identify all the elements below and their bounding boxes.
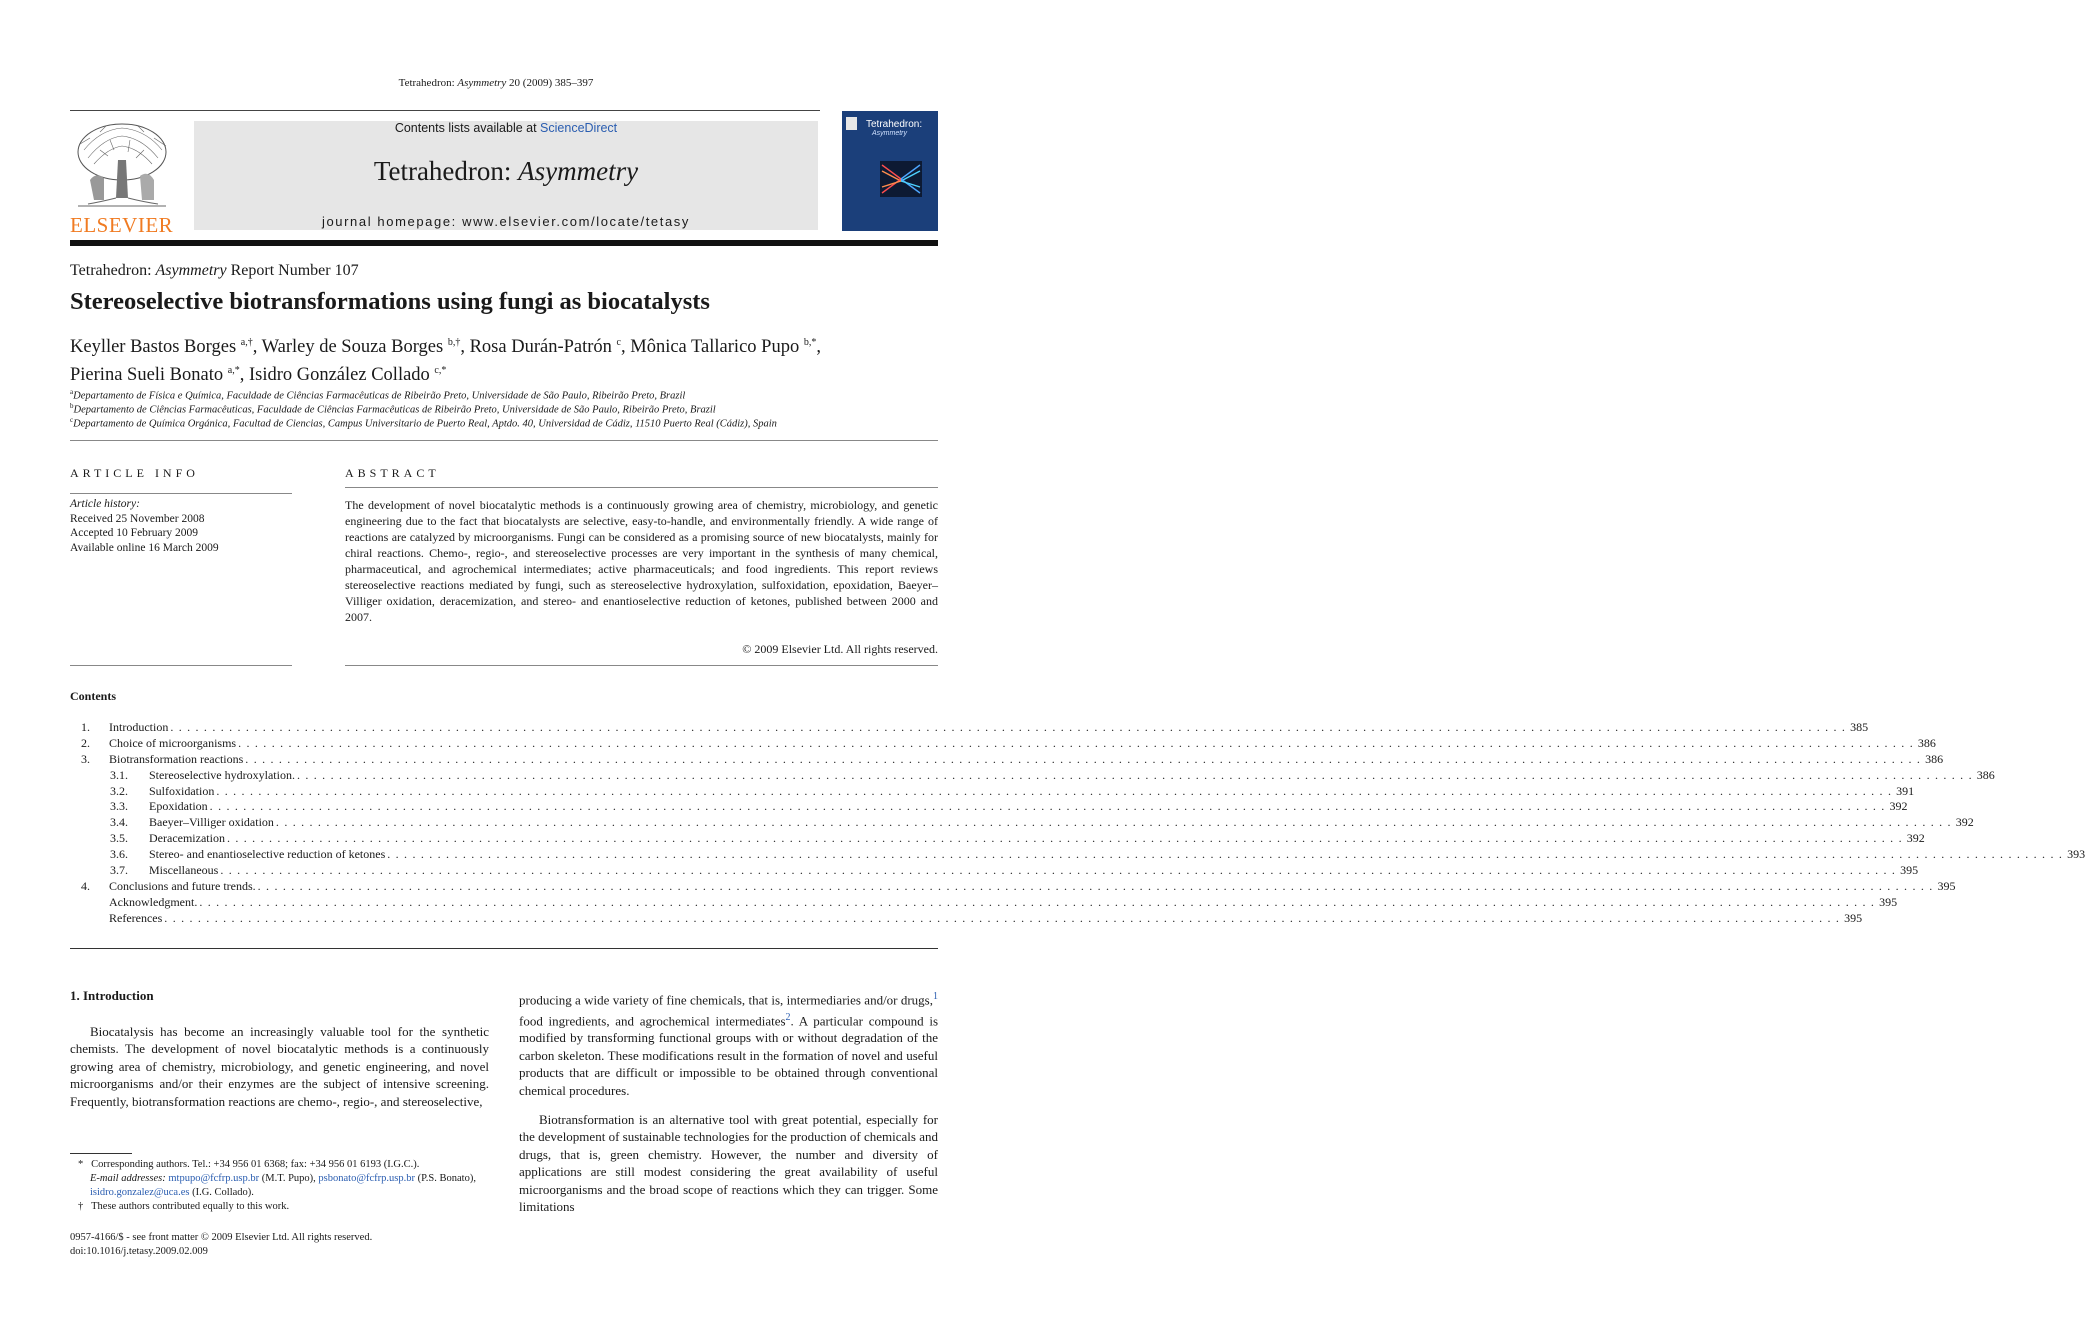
journal-cover[interactable] [842,111,938,231]
reference-1-link[interactable]: 1 [933,991,938,1002]
author[interactable]: Mônica Tallarico Pupo $^{b,*}$ [630,337,817,358]
toc-entry-title: Conclusions and future trends. [109,878,256,893]
doi-line[interactable]: doi:10.1016/j.tetasy.2009.02.009 [70,1246,208,1257]
article-info-heading: ARTICLE INFO [70,466,199,480]
running-head: Tetrahedron: Asymmetry 20 (2009) 385–397 [398,77,594,89]
abstract-text: The development of novel biocatalytic methods is a continuously growing area of chemistry, microbiology, and genetic engineering due to the fact that biocatalysts are selective, easy-to-handle, and environmentally friendly. A wide range of reactions are catalyzed by microorganisms. Fungi can be considered as a promising source of new biocatalysts, mainly for chiral reactions. Chemo-, regio-, and stereoselective processes are very important in the synthesis of many chemical, pharmaceutical, and agrochemical intermediates; active pharmaceuticals; and food ingredients. This report reviews stereoselective reactions mediated by fungi, such as stereoselective hydroxylation, sulfoxidation, epoxidation, Baeyer–Villiger oxidation, deracemization, and stereo- and enantioselective reduction of ketones, published between 2000 and 2007. [345,498,938,624]
article-info-bottom-rule [70,665,292,666]
toc-entry-page: 386 [1914,736,1936,751]
email-link[interactable]: mtpupo@fcfrp.usp.br [168,1173,260,1184]
article-info-rule [70,493,292,494]
toc-entry-title: Miscellaneous [149,863,219,878]
dagger-footnote: † These authors contributed equally to this work. [78,1201,290,1212]
toc-entry-page: 395 [1875,895,1897,910]
toc-entry-page: 395 [1933,879,1955,894]
toc-entry-title: Acknowledgment. [109,894,198,909]
accepted-date: Accepted 10 February 2009 [70,527,199,539]
toc-entry-title: Introduction [109,720,169,734]
toc-entry-number: 3.6. [110,847,128,862]
toc-entry-number: 1. [81,720,90,734]
toc-leader-dots: . . . . . . . . . . . . . . . . . . . . . . . . . . . . . . . . . . . . . . . . . . . . . . . . . . . . . . . . . . . . . . . . . . . . . . . . . . . . . . . . . . . . . . . . . . . . . . . . . . . . . . . . . . . . . . . . . . . . . . . . . . . . . . . . . . . . . . . . . . . . . . . . . . . . . . . . . . . . . . . . . . . . . . . . . . . . . . . . . . . . . . . . . . . . . . . . . . . . . . . . [220,863,1897,878]
toc-entry-title: Choice of microorganisms [109,735,237,750]
toc-entry-title: Stereoselective hydroxylation. [149,767,295,782]
toc-entry[interactable] [70,720,1869,736]
cover-graphic-icon [880,161,922,197]
toc-entry[interactable] [70,878,1956,895]
toc-entry[interactable] [70,815,1974,831]
toc-entry-title: Biotransformation reactions [109,751,244,766]
toc-entry-number: 4. [81,878,90,893]
intro-right-paragraph-2: Biotransformation is an alternative tool with great potential, especially for the development of sustainable technologies for the production of chemicals and drugs, that is, green chemistry. However, the number and diversity of applications are still modest considering the great availability of useful microorganisms and the broad scope of reactions which they can trigger. Some limitations [519,1112,938,1215]
toc-entry[interactable] [70,831,1925,847]
report-number: Tetrahedron: Asymmetry Report Number 107 [70,262,359,279]
toc-leader-dots: . . . . . . . . . . . . . . . . . . . . . . . . . . . . . . . . . . . . . . . . . . . . . . . . . . . . . . . . . . . . . . . . . . . . . . . . . . . . . . . . . . . . . . . . . . . . . . . . . . . . . . . . . . . . . . . . . . . . . . . . . . . . . . . . . . . . . . . . . . . . . . . . . . . . . . . . . . . . . . . . . . . . . . . . . . . . . . . . . . . . . . . . . . . . . . . . . . . . . . . . [226,831,1903,846]
toc-entry[interactable] [70,783,1915,800]
toc-entry-page: 392 [1903,831,1925,846]
toc-leader-dots: . . . . . . . . . . . . . . . . . . . . . . . . . . . . . . . . . . . . . . . . . . . . . . . . . . . . . . . . . . . . . . . . . . . . . . . . . . . . . . . . . . . . . . . . . . . . . . . . . . . . . . . . . . . . . . . . . . . . . . . . . . . . . . . . . . . . . . . . . . . . . . . . . . . . . . . . . . . . . . . . . . . . . . . . . . . . . . . . . . . . . . . . . . . . . . . . . . . . . . . . [209,799,1886,814]
elsevier-tree-icon [70,120,174,210]
toc-leader-dots: . . . . . . . . . . . . . . . . . . . . . . . . . . . . . . . . . . . . . . . . . . . . . . . . . . . . . . . . . . . . . . . . . . . . . . . . . . . . . . . . . . . . . . . . . . . . . . . . . . . . . . . . . . . . . . . . . . . . . . . . . . . . . . . . . . . . . . . . . . . . . . . . . . . . . . . . . . . . . . . . . . . . . . . . . . . . . . . . . . . . . . . . . . . . . . . . . . . . . . . . [216,783,1893,798]
online-date: Available online 16 March 2009 [70,541,219,554]
toc-leader-dots: . . . . . . . . . . . . . . . . . . . . . . . . . . . . . . . . . . . . . . . . . . . . . . . . . . . . . . . . . . . . . . . . . . . . . . . . . . . . . . . . . . . . . . . . . . . . . . . . . . . . . . . . . . . . . . . . . . . . . . . . . . . . . . . . . . . . . . . . . . . . . . . . . . . . . . . . . . . . . . . . . . . . . . . . . . . . . . . . . . . . . . . . . . . . . . . . . . . . . . . . [257,878,1934,893]
toc-leader-dots: . . . . . . . . . . . . . . . . . . . . . . . . . . . . . . . . . . . . . . . . . . . . . . . . . . . . . . . . . . . . . . . . . . . . . . . . . . . . . . . . . . . . . . . . . . . . . . . . . . . . . . . . . . . . . . . . . . . . . . . . . . . . . . . . . . . . . . . . . . . . . . . . . . . . . . . . . . . . . . . . . . . . . . . . . . . . . . . . . . . . . . . . . . . . . . . . . . . . . . . . [164,910,1841,925]
abstract-copyright: © 2009 Elsevier Ltd. All rights reserved. [742,642,938,656]
toc-entry-number: 3.5. [110,831,128,846]
contents-rule [70,948,938,949]
abstract-bottom-rule [345,665,938,666]
table-of-contents [70,720,2085,927]
contents-heading: Contents [70,689,117,703]
contents-available: Contents lists available at ScienceDirect [394,121,618,135]
toc-entry[interactable] [70,751,1944,768]
toc-entry-number: 3.3. [110,799,128,814]
toc-entry[interactable] [70,735,1936,752]
toc-entry-page: 386 [1973,768,1995,783]
toc-entry-number: 2. [81,735,90,750]
intro-left-paragraph: Biocatalysis has become an increasingly valuable tool for the synthetic chemists. The development of novel biocatalytic methods is a continuously growing area of chemistry, microbiology, and genetic engineering, and novel microorganisms and/or their enzymes are the subject of intensive screening. Frequently, biotransformation reactions are chemo-, regio-, and stereoselective, [70,1024,489,1109]
toc-entry[interactable] [70,767,1995,784]
toc-entry[interactable] [70,799,1908,815]
article-title: Stereoselective biotransformations using fungi as biocatalysts [70,288,710,315]
email-link[interactable]: isidro.gonzalez@uca.es [90,1187,190,1198]
affiliation-b: $^b$Departamento de Ciências Farmacêuticas, Faculdade de Ciências Farmacêuticas de Ribeirão Preto, Universidade de São Paulo, Ribeirão Preto, Brazil [70,402,716,416]
article-history [70,497,219,555]
author[interactable]: Rosa Durán-Patrón $^c$ [469,337,621,358]
author[interactable]: Pierina Sueli Bonato $^{a,*}$ [70,365,240,386]
header-thick-rule [70,240,938,246]
toc-entry-page: 395 [1896,863,1918,878]
toc-entry-title: Sulfoxidation [149,783,215,798]
toc-entry-page: 391 [1892,784,1914,799]
section-heading-introduction: 1. Introduction [70,988,154,1003]
toc-leader-dots: . . . . . . . . . . . . . . . . . . . . . . . . . . . . . . . . . . . . . . . . . . . . . . . . . . . . . . . . . . . . . . . . . . . . . . . . . . . . . . . . . . . . . . . . . . . . . . . . . . . . . . . . . . . . . . . . . . . . . . . . . . . . . . . . . . . . . . . . . . . . . . . . . . . . . . . . . . . . . . . . . . . . . . . . . . . . . . . . . . . . . . . . . . . . . . . . . . . . . . . . [296,767,1973,782]
toc-entry-number: 3.7. [110,863,128,878]
reference-2-link[interactable]: 2 [785,1011,791,1023]
sciencedirect-link[interactable]: ScienceDirect [540,121,618,135]
toc-entry[interactable] [70,863,1919,879]
header-rule [70,110,820,111]
elsevier-logo[interactable] [70,120,174,237]
journal-homepage[interactable]: journal homepage: www.elsevier.com/locate/tetasy [321,214,690,229]
toc-entry-number: 3.4. [110,815,128,830]
toc-entry-page: 392 [1885,799,1907,814]
toc-entry-title: Baeyer–Villiger oxidation [149,815,274,830]
cover-badge-icon [846,117,857,130]
received-date: Received 25 November 2008 [70,512,205,525]
toc-entry-number: 3.2. [110,783,128,798]
toc-entry[interactable] [70,847,2085,863]
toc-entry-page: 392 [1952,815,1974,830]
corresponding-footnote: * Corresponding authors. Tel.: +34 956 01 6368; fax: +34 956 01 6193 (I.G.C.). [78,1159,420,1170]
toc-entry-number: 3. [81,751,90,766]
footnote-rule [70,1153,132,1154]
author[interactable]: Isidro González Collado $^{c,*}$ [248,365,447,386]
toc-entry-page: 393 [2063,847,2085,862]
intro-right-paragraph-1: producing a wide variety of fine chemicals, that is, intermediaries and/or drugs,$^1$ food ingredients, and agrochemical intermediates$^2$. A particular compound is modified by transforming functional groups with or without degradation of the carbon skeleton. These modifications result in the formation of novel and useful products that are difficult or impossible to be obtained through conventional chemical procedures. [519,991,938,1098]
cover-subtitle: Asymmetry [872,130,907,137]
toc-entry-title: Epoxidation [149,799,208,814]
toc-entry-title: References [109,910,163,925]
toc-entry-page: 386 [1921,752,1943,767]
history-label: Article history: [70,498,140,510]
cover-title: Tetrahedron: [866,119,923,130]
toc-entry-number: 3.1. [110,767,128,782]
toc-leader-dots: . . . . . . . . . . . . . . . . . . . . . . . . . . . . . . . . . . . . . . . . . . . . . . . . . . . . . . . . . . . . . . . . . . . . . . . . . . . . . . . . . . . . . . . . . . . . . . . . . . . . . . . . . . . . . . . . . . . . . . . . . . . . . . . . . . . . . . . . . . . . . . . . . . . . . . . . . . . . . . . . . . . . . . . . . . . . . . . . . . . . . . . . . . . . . . . . . . . . . . . . [245,751,1922,766]
author-list: Keyller Bastos Borges $^{a,\dagger}$, Warley de Souza Borges $^{b,\dagger}$, Rosa Durán-Patrón $^c$, Mônica Tallarico Pupo $^{b,*}$, Pierina Sueli Bonato $^{a,*}$, Isidro González Collado $^{c,*}$ [70,337,821,386]
toc-entry[interactable] [70,910,1863,927]
author[interactable]: Warley de Souza Borges $^{b,\dagger}$ [261,337,461,358]
email-link[interactable]: psbonato@fcfrp.usp.br [318,1173,415,1184]
toc-leader-dots: . . . . . . . . . . . . . . . . . . . . . . . . . . . . . . . . . . . . . . . . . . . . . . . . . . . . . . . . . . . . . . . . . . . . . . . . . . . . . . . . . . . . . . . . . . . . . . . . . . . . . . . . . . . . . . . . . . . . . . . . . . . . . . . . . . . . . . . . . . . . . . . . . . . . . . . . . . . . . . . . . . . . . . . . . . . . . . . . . . . . . . . . . . . . . . . . . . . . . . . . [387,847,2064,862]
toc-entry[interactable] [70,894,1898,911]
issn-line: 0957-4166/$ - see front matter © 2009 Elsevier Ltd. All rights reserved. [70,1232,373,1243]
affiliation-rule [70,440,938,441]
toc-leader-dots: . . . . . . . . . . . . . . . . . . . . . . . . . . . . . . . . . . . . . . . . . . . . . . . . . . . . . . . . . . . . . . . . . . . . . . . . . . . . . . . . . . . . . . . . . . . . . . . . . . . . . . . . . . . . . . . . . . . . . . . . . . . . . . . . . . . . . . . . . . . . . . . . . . . . . . . . . . . . . . . . . . . . . . . . . . . . . . . . . . . . . . . . . . . . . . . . . . . . . . . . [199,894,1876,909]
elsevier-wordmark: ELSEVIER [70,213,174,237]
author[interactable]: Keyller Bastos Borges $^{a,\dagger}$ [70,337,253,358]
toc-entry-page: 395 [1840,911,1862,926]
toc-leader-dots: . . . . . . . . . . . . . . . . . . . . . . . . . . . . . . . . . . . . . . . . . . . . . . . . . . . . . . . . . . . . . . . . . . . . . . . . . . . . . . . . . . . . . . . . . . . . . . . . . . . . . . . . . . . . . . . . . . . . . . . . . . . . . . . . . . . . . . . . . . . . . . . . . . . . . . . . . . . . . . . . . . . . . . . . . . . . . . . . . . . . . . . . . . . . . . . . . . . . . . . . [238,735,1914,750]
journal-title: Tetrahedron: Asymmetry [373,156,639,186]
affiliation-c: $^c$Departamento de Química Orgánica, Facultad de Ciencias, Campus Universitario de Puerto Real, Aptdo. 40, Universidad de Cádiz, 11510 Puerto Real (Cádiz), Spain [70,416,777,430]
abstract-rule [345,487,938,488]
toc-entry-title: Stereo- and enantioselective reduction of ketones [149,847,386,862]
toc-entry-title: Deracemization [149,831,225,846]
toc-leader-dots: . . . . . . . . . . . . . . . . . . . . . . . . . . . . . . . . . . . . . . . . . . . . . . . . . . . . . . . . . . . . . . . . . . . . . . . . . . . . . . . . . . . . . . . . . . . . . . . . . . . . . . . . . . . . . . . . . . . . . . . . . . . . . . . . . . . . . . . . . . . . . . . . . . . . . . . . . . . . . . . . . . . . . . . . . . . . . . . . . . . . . . . . . . . . . . . . . . . . . . . . [170,720,1847,734]
email-footnote: E-mail addresses: mtpupo@fcfrp.usp.br (M.T. Pupo), psbonato@fcfrp.usp.br (P.S. Bonato), isidro.gonzalez@uca.es (I.G. Collado). [90,1173,476,1198]
toc-entry-page: 385 [1846,720,1868,735]
footnotes [70,1158,489,1214]
affiliation-a: $^a$Departamento de Física e Química, Faculdade de Ciências Farmacêuticas de Ribeirão Preto, Universidade de São Paulo, Ribeirão Preto, Brazil [70,388,686,402]
abstract-heading: ABSTRACT [345,466,440,480]
toc-leader-dots: . . . . . . . . . . . . . . . . . . . . . . . . . . . . . . . . . . . . . . . . . . . . . . . . . . . . . . . . . . . . . . . . . . . . . . . . . . . . . . . . . . . . . . . . . . . . . . . . . . . . . . . . . . . . . . . . . . . . . . . . . . . . . . . . . . . . . . . . . . . . . . . . . . . . . . . . . . . . . . . . . . . . . . . . . . . . . . . . . . . . . . . . . . . . . . . . . . . . . . . . [275,815,1952,830]
